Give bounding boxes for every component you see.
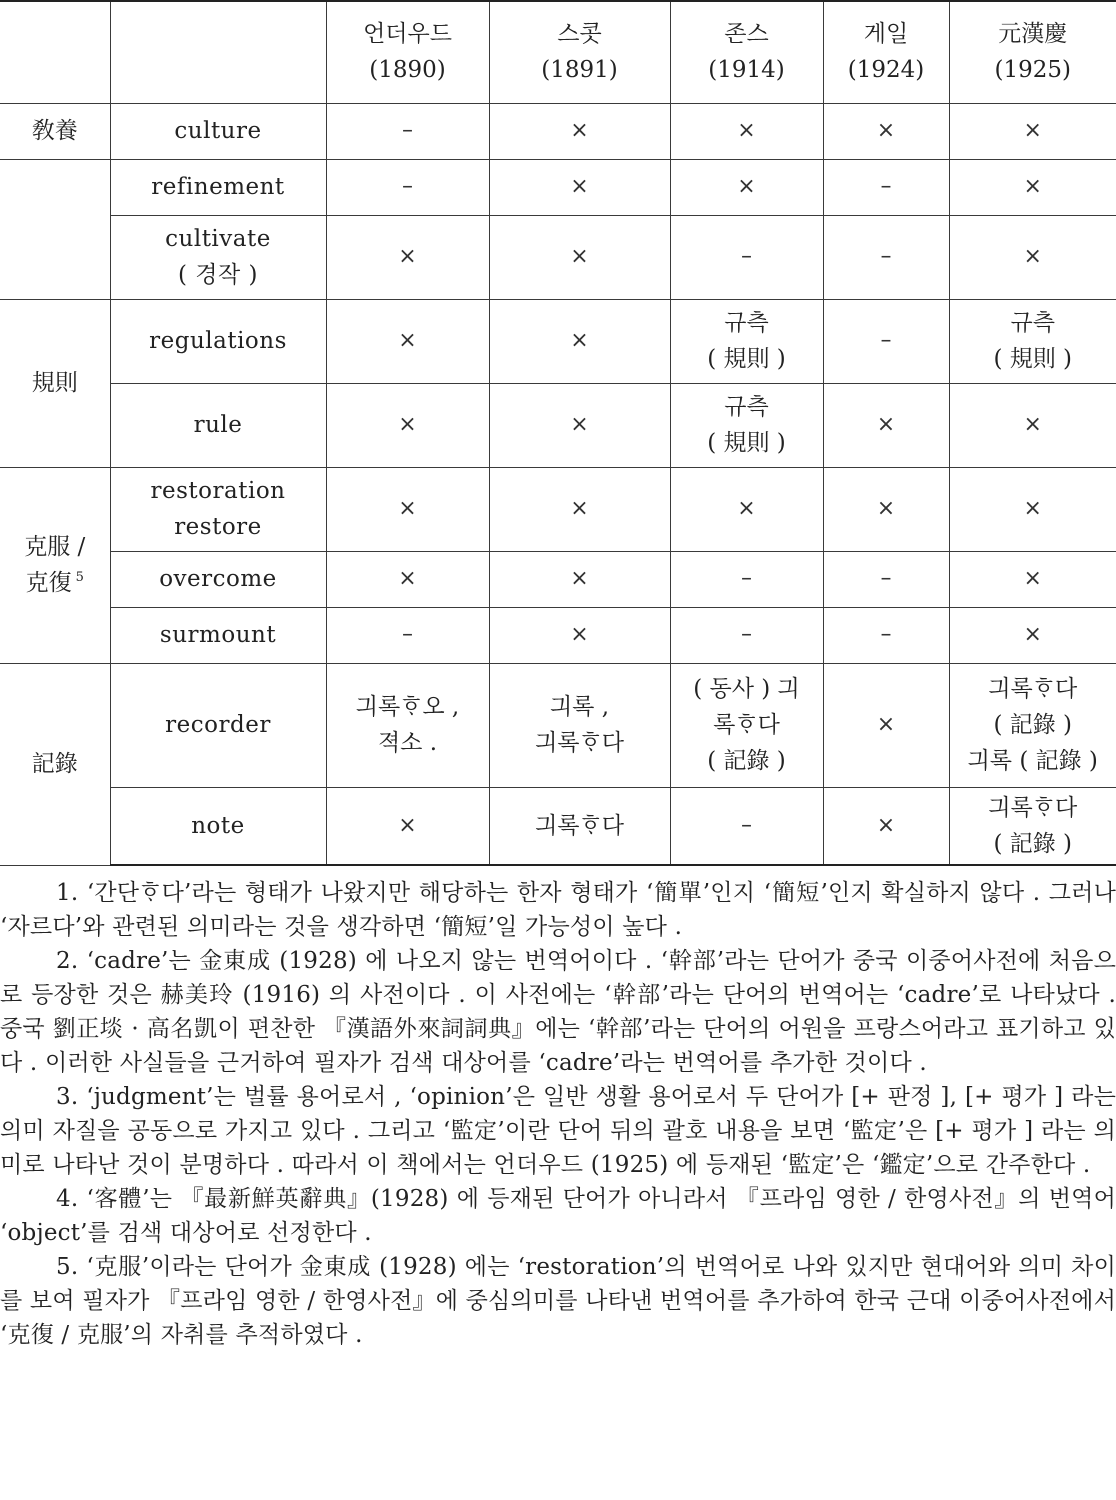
term-cell: restoration restore bbox=[110, 467, 326, 551]
entry-cell: ( 동사 ) 긔 록ᄒᆞ다 ( 記錄 ) bbox=[670, 663, 823, 787]
entry-cell: × bbox=[949, 215, 1116, 299]
entry-cell: × bbox=[326, 467, 489, 551]
entry-cell: 긔록ᄒᆞ다 ( 記錄 ) 긔록 ( 記錄 ) bbox=[949, 663, 1116, 787]
term-cell: overcome bbox=[110, 551, 326, 607]
entry-cell: – bbox=[326, 103, 489, 159]
entry-cell: × bbox=[949, 467, 1116, 551]
entry-cell: × bbox=[489, 215, 670, 299]
term-cell: recorder bbox=[110, 663, 326, 787]
term-cell: regulations bbox=[110, 299, 326, 383]
entry-cell: × bbox=[823, 663, 949, 787]
term-cell: cultivate ( 경작 ) bbox=[110, 215, 326, 299]
entry-cell: × bbox=[823, 383, 949, 467]
entry-cell: 긔록ᄒᆞ다 ( 記錄 ) bbox=[949, 787, 1116, 865]
table-row bbox=[0, 159, 1116, 215]
term-cell: culture bbox=[110, 103, 326, 159]
table-row bbox=[0, 663, 1116, 787]
entry-cell: × bbox=[489, 607, 670, 663]
entry-cell: 규측 ( 規則 ) bbox=[949, 299, 1116, 383]
entry-cell: × bbox=[670, 467, 823, 551]
entry-cell: 규측 ( 規則 ) bbox=[670, 383, 823, 467]
footnote: 5. ‘克服’이라는 단어가 金東成 (1928) 에는 ‘restoration’의 번역어로 나와 있지만 현대어와 의미 차이를 보여 필자가 『프라임 영한 / 한영사전』에 중심의미를 나타낸 번역어를 추가하여 한국 근대 이중어사전에서 ‘克復 / 克服’의 자취를 추적하였다 . bbox=[0, 1254, 1116, 1348]
footnote: 3. ‘judgment’는 벌률 용어로서 , ‘opinion’은 일반 생활 용어로서 두 단어가 [+ 판정 ], [+ 평가 ] 라는 의미 자질을 공동으로 가지고 있다 . 그리고 ‘監定’이란 단어 뒤의 괄호 내용을 보면 ‘監定’은 [+ 평가 ] 라는 의미로 나타난 것이 분명하다 . 따라서 이 책에서는 언더우드 (1925) 에 등재된 ‘監定’은 ‘鑑定’으로 간주한다 . bbox=[0, 1084, 1116, 1178]
entry-cell: × bbox=[489, 383, 670, 467]
footnote: 1. ‘간단ᄒᆞ다’라는 형태가 나왔지만 해당하는 한자 형태가 ‘簡單’인지 ‘簡短’인지 확실하지 않다 . 그러나 ‘자르다’와 관련된 의미라는 것을 생각하면 ‘簡短’일 가능성이 높다 . bbox=[0, 880, 1116, 940]
entry-cell: × bbox=[489, 551, 670, 607]
header-blank-term bbox=[110, 1, 326, 103]
entry-cell: × bbox=[949, 607, 1116, 663]
entry-cell: – bbox=[823, 551, 949, 607]
entry-cell: × bbox=[823, 103, 949, 159]
entry-cell: × bbox=[326, 299, 489, 383]
table-row bbox=[0, 467, 1116, 551]
group-label: 記錄 bbox=[0, 663, 110, 865]
header-dictionary: 언더우드 (1890) bbox=[326, 1, 489, 103]
entry-cell: × bbox=[326, 551, 489, 607]
entry-cell: × bbox=[823, 787, 949, 865]
entry-cell: – bbox=[670, 551, 823, 607]
entry-cell: – bbox=[670, 607, 823, 663]
entry-cell: × bbox=[949, 159, 1116, 215]
entry-cell: × bbox=[949, 383, 1116, 467]
group-label-empty bbox=[0, 159, 110, 299]
entry-cell: × bbox=[670, 159, 823, 215]
entry-cell: 긔록ᄒᆞ오 , 젹소 . bbox=[326, 663, 489, 787]
term-cell: rule bbox=[110, 383, 326, 467]
term-cell: surmount bbox=[110, 607, 326, 663]
header-row bbox=[0, 1, 1116, 103]
entry-cell: × bbox=[949, 103, 1116, 159]
entry-cell: 긔록 , 긔록ᄒᆞ다 bbox=[489, 663, 670, 787]
header-dictionary: 元漢慶 (1925) bbox=[949, 1, 1116, 103]
entry-cell: × bbox=[489, 299, 670, 383]
table-row bbox=[0, 383, 1116, 467]
entry-cell: × bbox=[489, 159, 670, 215]
entry-cell: – bbox=[670, 787, 823, 865]
table-row bbox=[0, 103, 1116, 159]
entry-cell: × bbox=[949, 551, 1116, 607]
entry-cell: – bbox=[823, 215, 949, 299]
entry-cell: × bbox=[670, 103, 823, 159]
entry-cell: – bbox=[670, 215, 823, 299]
entry-cell: – bbox=[326, 607, 489, 663]
group-label: 克服 / 克復 $^5$ bbox=[0, 467, 110, 663]
table-row bbox=[0, 551, 1116, 607]
table-row bbox=[0, 787, 1116, 865]
footnote-ref: 5 bbox=[75, 570, 84, 586]
entry-cell: – bbox=[823, 607, 949, 663]
table-row bbox=[0, 607, 1116, 663]
entry-cell: – bbox=[326, 159, 489, 215]
header-blank-group bbox=[0, 1, 110, 103]
entry-cell: 긔록ᄒᆞ다 bbox=[489, 787, 670, 865]
header-dictionary: 게일 (1924) bbox=[823, 1, 949, 103]
header-dictionary: 존스 (1914) bbox=[670, 1, 823, 103]
entry-cell: × bbox=[326, 383, 489, 467]
term-cell: refinement bbox=[110, 159, 326, 215]
entry-cell: × bbox=[489, 467, 670, 551]
group-label: 敎養 bbox=[0, 103, 110, 159]
footnotes bbox=[0, 876, 1116, 1352]
footnote: 4. ‘客體’는 『最新鮮英辭典』(1928) 에 등재된 단어가 아니라서 『프라임 영한 / 한영사전』의 번역어 ‘object’를 검색 대상어로 선정한다 . bbox=[0, 1186, 1116, 1246]
header-dictionary: 스콧 (1891) bbox=[489, 1, 670, 103]
footnote: 2. ‘cadre’는 金東成 (1928) 에 나오지 않는 번역어이다 . ‘幹部’라는 단어가 중국 이중어사전에 처음으로 등장한 것은 赫美玲 (1916) 의 사전이다 . 이 사전에는 ‘幹部’라는 단어의 번역어는 ‘cadre’로 나타났다 . 중국 劉正埮 · 高名凱이 편찬한 『漢語外來詞詞典』에는 ‘幹部’라는 단어의 어원을 프랑스어라고 표기하고 있다 . 이러한 사실들을 근거하여 필자가 검색 대상어를 ‘cadre’라는 번역어를 추가한 것이다 . bbox=[0, 948, 1116, 1076]
group-label: 規則 bbox=[0, 299, 110, 467]
entry-cell: 규측 ( 規則 ) bbox=[670, 299, 823, 383]
entry-cell: × bbox=[823, 467, 949, 551]
entry-cell: – bbox=[823, 299, 949, 383]
entry-cell: × bbox=[326, 215, 489, 299]
table-row bbox=[0, 299, 1116, 383]
entry-cell: × bbox=[489, 103, 670, 159]
entry-cell: × bbox=[326, 787, 489, 865]
term-cell: note bbox=[110, 787, 326, 865]
table-row bbox=[0, 215, 1116, 299]
entry-cell: – bbox=[823, 159, 949, 215]
